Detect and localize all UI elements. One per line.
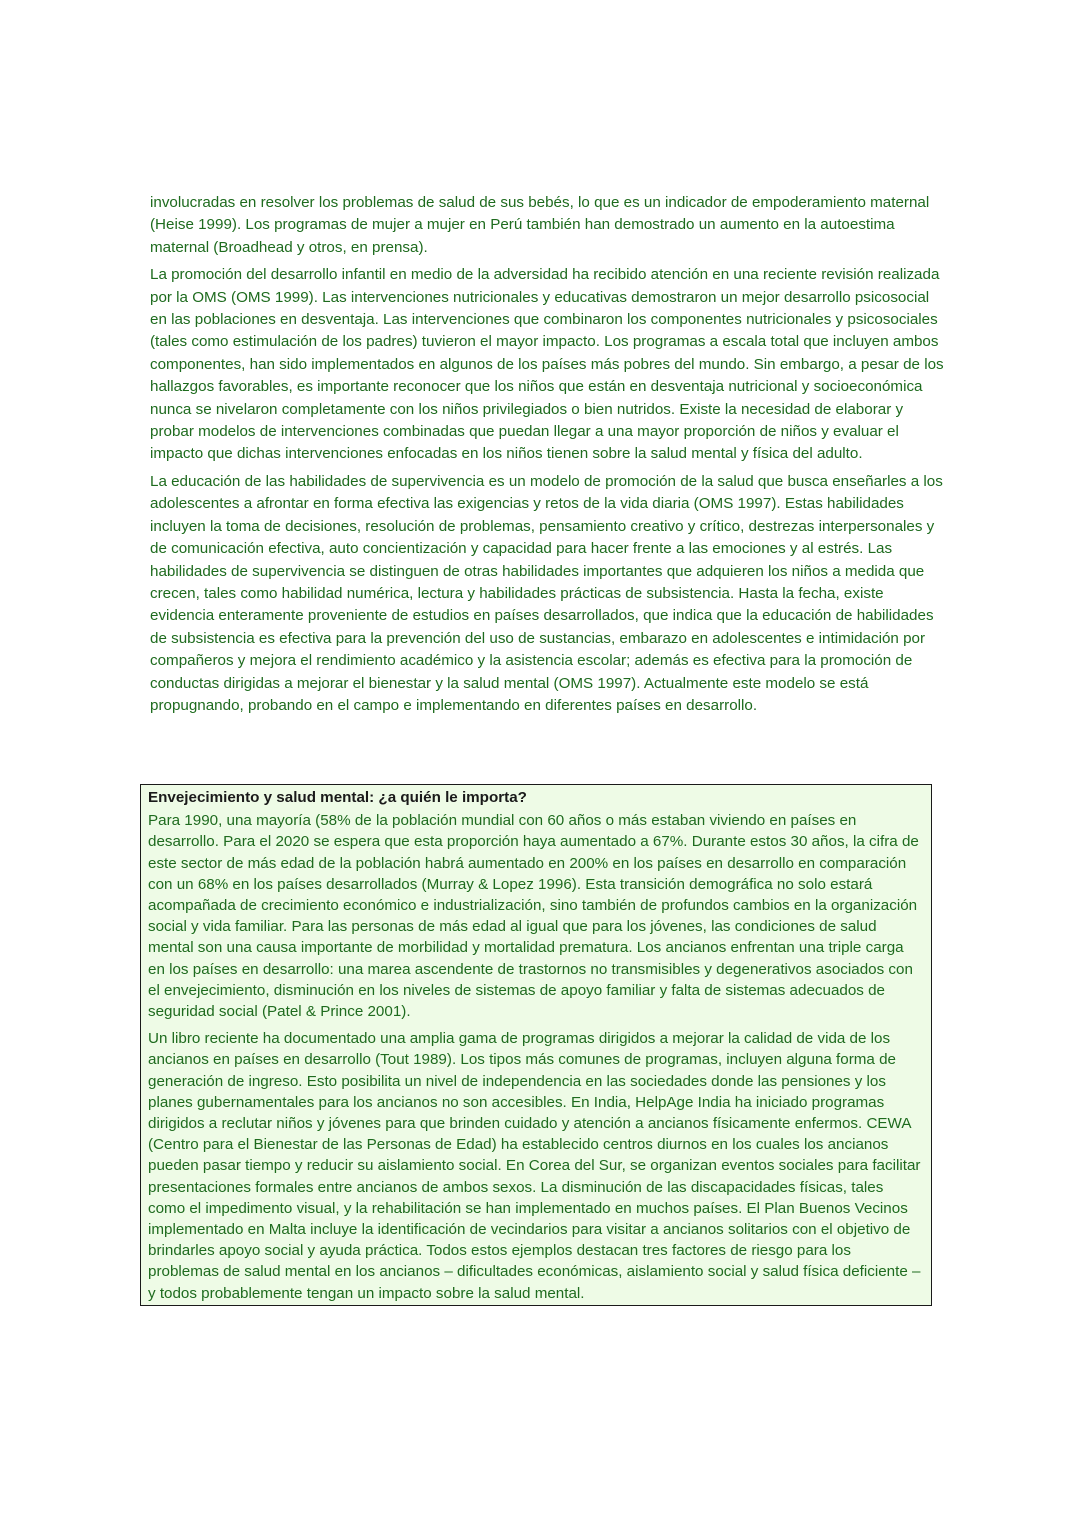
box-paragraph-programs: Un libro reciente ha documentado una amplia gama de programas dirigidos a mejorar la calidad de vida de los ancianos en países en desarrollo (Tout 1989). Los tipos más comunes de programas, incluyen alguna forma de generación de ingreso. Esto posibilita un nivel de independencia en las sociedades donde las pensiones y los planes gubernamentales para los ancianos no son accesibles. En India, HelpAge India ha iniciado programas dirigidos a reclutar niños y jóvenes para que brinden cuidado y atención a ancianos físicamente enfermos. CEWA (Centro para el Bienestar de las Personas de Edad) ha establecido centros diurnos en los cuales los ancianos pueden pasar tiempo y reducir su aislamiento social. En Corea del Sur, se organizan eventos sociales para facilitar presentaciones formales entre ancianos de ambos sexos. La disminución de las discapacidades físicas, tales como el impedimento visual, y la rehabilitación se han implementado en muchos países. El Plan Buenos Vecinos implementado en Malta incluye la identificación de vecindarios para visitar a ancianos solitarios con el objetivo de brindarles apoyo social y ayuda práctica. Todos estos ejemplos destacan tres factores de riesgo para los problemas de salud mental en los ancianos – dificultades económicas, aislamiento social y salud física deficiente – y todos probablemente tengan un impacto sobre la salud mental. — [148, 1030, 921, 1302]
main-text — [150, 192, 950, 722]
paragraph-child-development: La promoción del desarrollo infantil en medio de la adversidad ha recibido atención en una reciente revisión realizada por la OMS (OMS 1999). Las intervenciones nutricionales y educativas demostraron un mejor desarrollo psicosocial en las poblaciones en desventaja. Las intervenciones que combinaron los componentes nutricionales y psicosociales (tales como estimulación de los padres) tuvieron el mayor impacto. Los programas a escala total que incluyen ambos componentes, han sido implementados en algunos de los países más pobres del mundo. Sin embargo, a pesar de los hallazgos favorables, es importante reconocer que los niños que están en desventaja nutricional y socioeconómica nunca se nivelaron completamente con los niños privilegiados o bien nutridos. Existe la necesidad de elaborar y probar modelos de intervenciones combinadas que puedan llegar a una mayor proporción de niños y evaluar el impacto que dichas intervenciones enfocadas en los niños tienen sobre la salud mental y física del adulto. — [150, 266, 944, 463]
box-paragraph-demographics: Para 1990, una mayoría (58% de la población mundial con 60 años o más estaban viviendo en países en desarrollo. Para el 2020 se espera que esta proporción haya aumentado a 67%. Durante estos 30 años, la cifra de este sector de más edad de la población habrá aumentado en 200% en los países en desarrollo en comparación con un 68% en los países desarrollados (Murray & Lopez 1996). Esta transición demográfica no solo estará acompañada de crecimiento económico e industrialización, sino también de profundos cambios en la organización social y vida familiar. Para las personas de más edad al igual que para los jóvenes, las condiciones de salud mental son una causa importante de morbilidad y mortalidad prematura. Los ancianos enfrentan una triple carga en los países en desarrollo: una marea ascendente de trastornos no transmisibles y degenerativos asociados con el envejecimiento, disminución en los niveles de sistemas de apoyo familiar y falta de sistemas adecuados de seguridad social (Patel & Prince 2001). — [148, 812, 919, 1021]
paragraph-life-skills: La educación de las habilidades de supervivencia es un modelo de promoción de la salud que busca enseñarles a los adolescentes a afrontar en forma efectiva las exigencias y retos de la vida diaria (OMS 1997). Estas habilidades incluyen la toma de decisiones, resolución de problemas, pensamiento creativo y crítico, destrezas interpersonales y de comunicación efectiva, auto concientización y capacidad para hacer frente a las emociones y al estrés. Las habilidades de supervivencia se distinguen de otras habilidades importantes que adquieren los niños a medida que crecen, tales como habilidad numérica, lectura y habilidades prácticas de subsistencia. Hasta la fecha, existe evidencia enteramente proveniente de estudios en países desarrollados, que indica que la educación de habilidades de subsistencia es efectiva para la prevención del uso de sustancias, embarazo en adolescentes e intimidación por compañeros y mejora el rendimiento académico y la asistencia escolar; además es efectiva para la promoción de conductas dirigidas a mejorar el bienestar y la salud mental (OMS 1997). Actualmente este modelo se está propugnando, probando en el campo e implementando en diferentes países en desarrollo. — [150, 472, 943, 714]
aging-sidebar-box — [140, 784, 932, 1306]
box-title: Envejecimiento y salud mental: ¿a quién le importa? — [148, 789, 527, 806]
paragraph-empowerment: involucradas en resolver los problemas de salud de sus bebés, lo que es un indicador de empoderamiento maternal (Heise 1999). Los programas de mujer a mujer en Perú también han demostrado un aumento en la autoestima maternal (Broadhead y otros, en prensa). — [150, 194, 930, 256]
